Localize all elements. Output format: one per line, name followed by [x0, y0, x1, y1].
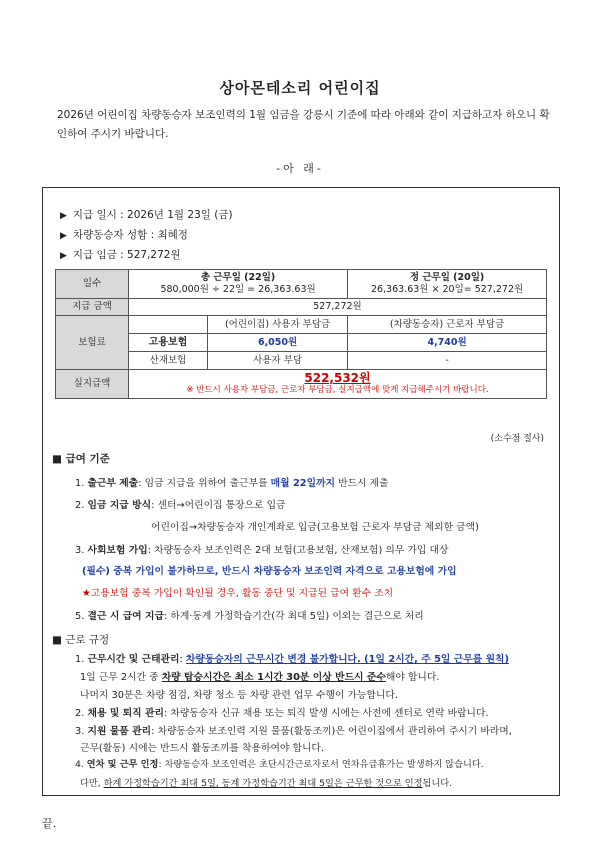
item-label: 사회보험 가입: [87, 545, 148, 556]
item-label: 연차 및 근무 인정: [86, 759, 159, 770]
total-days-cell: [129, 270, 348, 299]
item-highlight: 매월 22일까지: [270, 478, 336, 489]
item-text: 됩니다.: [422, 778, 453, 789]
work-rules-heading: ■ 근로 규정: [52, 634, 110, 646]
label-actual: 실지급액: [56, 370, 129, 399]
info-pay-date: [60, 207, 233, 222]
actual-pay-note: ※ 반드시 사용자 부담금, 근로자 부담금, 실지급액에 맞게 지급해주시기 바랍니다.: [186, 385, 489, 395]
pay-item-5: [75, 608, 424, 622]
rule-item-3-line2: 근무(활동) 시에는 반드시 활동조끼를 착용하여야 합니다.: [80, 743, 324, 754]
item-highlight: 하계 가정학습기간 최대 5일, 동계 가정학습기간 최대 5일은 근무한 것으로 인정: [103, 778, 423, 789]
pay-value: 527,272원: [129, 299, 547, 316]
pay-table: [55, 269, 547, 399]
amount-text: 지급 임금 : 527,272원: [72, 249, 181, 261]
info-name: [60, 227, 188, 242]
item-number: 3.: [75, 726, 85, 737]
pay-item-1: [75, 475, 389, 489]
name-text: 차량동승자 성함 : 최혜정: [72, 229, 188, 241]
item-text: :: [179, 654, 186, 665]
actual-days-calc: 26,363.63원 × 20일= 527,272원: [370, 284, 524, 295]
item-text: : 임금 지급을 위하여 출근부를: [138, 478, 271, 489]
info-amount: [60, 247, 181, 262]
label-pay: 지급 금액: [56, 299, 129, 316]
triangle-bullet-icon: ▶: [60, 251, 67, 261]
rule-item-1-line2: [80, 669, 439, 683]
pay-item-2: [75, 497, 286, 511]
document-title: 상아몬테소리 어린이집: [219, 79, 381, 97]
item-label: 채용 및 퇴직 관리: [87, 708, 164, 719]
item-highlight: 차량동승자의 근무시간 변경 불가합니다. (1일 2시간, 주 5일 근무를 원칙): [185, 654, 509, 665]
employment-employer-value: 6,050원: [208, 334, 348, 352]
item-text: 다만,: [80, 778, 104, 789]
triangle-bullet-icon: ▶: [60, 211, 67, 221]
item-text: : 하계·동계 가정학습기간(각 최대 5일) 이외는 결근으로 처리: [163, 611, 424, 622]
item-highlight: 차량 탑승시간은 최소 1시간 30분 이상 반드시 준수: [161, 672, 386, 683]
ins-blank: [129, 316, 208, 334]
rule-item-3: [75, 723, 512, 737]
pay-date-text: 지급 일시 : 2026년 1월 23일 (금): [72, 209, 233, 221]
pay-item-3-line2: (필수) 중복 가입이 불가하므로, 반드시 차량동승자 보조인력 자격으로 고용보험에 가입: [82, 566, 457, 577]
actual-days-head: 정 근무일 (20일): [409, 272, 485, 283]
item-number: 3.: [75, 545, 85, 556]
rule-item-4: [75, 756, 484, 770]
separator-heading: -아 래-: [276, 162, 324, 175]
intro-paragraph: 2026년 어린이집 차량동승자 보조인력의 1월 임금을 강릉시 기준에 따라 아래와 같이 지급하고자 하오니 확인하여 주시기 바랍니다.: [57, 109, 550, 140]
item-text: : 차량동승자 신규 채용 또는 퇴직 발생 시에는 사전에 센터로 연락 바랍니다.: [163, 708, 489, 719]
rule-item-4-line2: [80, 775, 452, 789]
col-employer: (어린이집) 사용자 부담금: [208, 316, 348, 334]
rule-item-1-line3: 나머지 30분은 차량 점검, 차량 청소 등 차량 관련 업무 수행이 가능합니다.: [80, 690, 398, 701]
rounding-note: (소수점 절사): [490, 434, 544, 444]
rule-item-1: [75, 651, 509, 665]
item-label: 출근부 제출: [87, 478, 139, 489]
item-label: 결근 시 급여 지급: [87, 611, 164, 622]
pay-standard-heading: ■ 급여 기준: [52, 453, 110, 465]
item-label: 지원 물품 관리: [87, 726, 152, 737]
pay-item-3: [75, 542, 448, 556]
item-label: 근무시간 및 근태관리: [87, 654, 180, 665]
total-days-calc: 580,000원 ÷ 22일 = 26,363.63원: [160, 284, 316, 295]
col-worker: (차량동승자) 근로자 부담금: [348, 316, 547, 334]
accident-worker-value: -: [348, 352, 547, 370]
label-days: 일수: [56, 270, 129, 299]
item-text: : 차량동승자 보조인력 지원 물품(활동조끼)은 어린이집에서 관리하여 주시기 바라며,: [151, 726, 512, 737]
item-number: 4.: [75, 759, 84, 770]
item-text: 1일 근무 2시간 중: [80, 672, 162, 683]
actual-days-cell: [348, 270, 547, 299]
rule-item-2: [75, 705, 489, 719]
item-text: : 센터→어린이집 통장으로 입금: [151, 500, 286, 511]
pay-item-2-line2: 어린이집→차량동승자 개인계좌로 입금(고용보험 근로자 부담금 제외한 금액): [151, 522, 479, 533]
item-text: : 차량동승자 보조인력은 초단시간근로자로서 연차유급휴가는 발생하지 않습니다.: [158, 759, 484, 770]
accident-employer-value: 사용자 부담: [208, 352, 348, 370]
employment-insurance-label: 고용보험: [129, 334, 208, 352]
accident-insurance-label: 산재보험: [129, 352, 208, 370]
end-mark: 끝.: [42, 817, 57, 830]
item-number: 1.: [75, 478, 85, 489]
actual-pay-cell: [129, 370, 547, 399]
actual-pay-value: 522,532원: [304, 371, 371, 385]
label-insurance: 보험료: [56, 316, 129, 370]
item-text: 해야 합니다.: [385, 672, 440, 683]
item-number: 2.: [75, 708, 85, 719]
item-text: : 차량동승자 보조인력은 2대 보험(고용보험, 산재보험) 의무 가입 대상: [147, 545, 449, 556]
item-label: 임금 지급 방식: [87, 500, 152, 511]
item-number: 1.: [75, 654, 85, 665]
employment-worker-value: 4,740원: [348, 334, 547, 352]
item-number: 2.: [75, 500, 85, 511]
total-days-head: 총 근무일 (22일): [200, 272, 276, 283]
pay-item-3-line3: ★고용보험 중복 가입이 확인될 경우, 활동 중단 및 지급된 급여 환수 조치: [82, 588, 394, 599]
triangle-bullet-icon: ▶: [60, 231, 67, 241]
item-text: 반드시 제출: [335, 478, 389, 489]
item-number: 5.: [75, 611, 85, 622]
